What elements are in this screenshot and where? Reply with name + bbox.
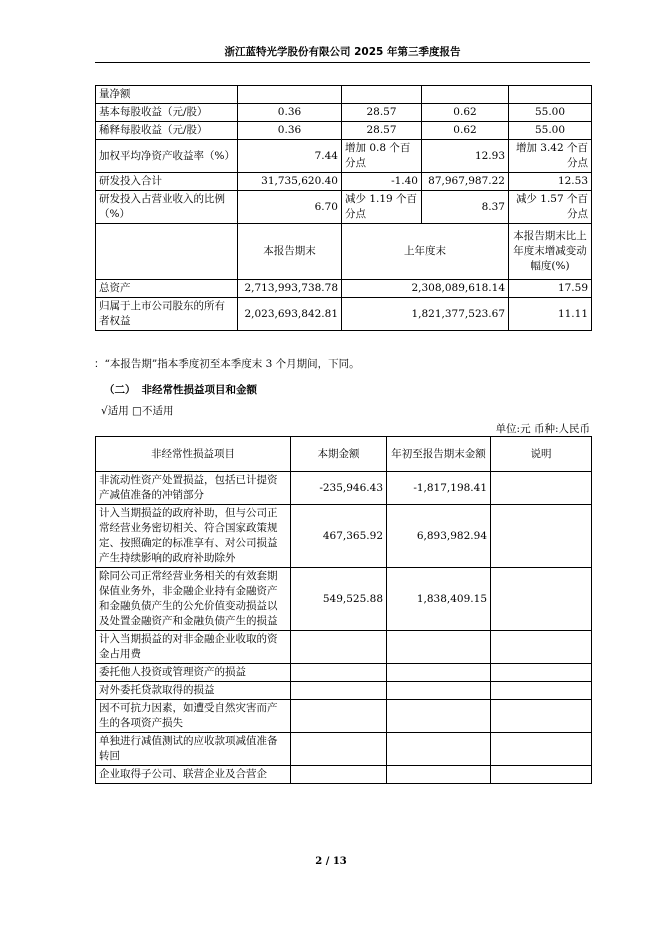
table-row [96, 472, 592, 505]
table-cell [96, 224, 238, 280]
non-recurring-items-table [95, 436, 592, 784]
section-heading [104, 382, 257, 397]
table-cell [387, 664, 491, 682]
table-cell [491, 505, 592, 568]
table-header-row [96, 437, 592, 472]
period-footnote: ：“本报告期”指本季度初至本季度末 3 个月期间，下同。 [94, 358, 360, 370]
table-cell: 1,821,377,523.67 [342, 298, 509, 331]
not-applicable-unchecked: □不适用 [132, 405, 174, 417]
table-row [96, 122, 592, 140]
table-row [96, 140, 592, 173]
column-header: 本报告期末 [238, 224, 342, 280]
table-cell: 0.62 [422, 122, 509, 140]
report-header-title: 浙江蓝特光学股份有限公司 2025 年第三季度报告 [224, 46, 461, 58]
table-row [96, 700, 592, 733]
table-cell: 0.62 [422, 104, 509, 122]
table-cell: 6,893,982.94 [387, 505, 491, 568]
table-cell [291, 664, 387, 682]
table-cell [387, 733, 491, 766]
table-cell [291, 733, 387, 766]
table-cell: 2,023,693,842.81 [238, 298, 342, 331]
item-cell: 委托他人投资或管理资产的损益 [96, 664, 291, 682]
table-row [96, 86, 592, 104]
table-cell: 12.93 [422, 140, 509, 173]
table-cell [422, 86, 509, 104]
row-label: 总资产 [96, 280, 238, 298]
column-header: 上年度末 [342, 224, 509, 280]
row-label: 研发投入合计 [96, 173, 238, 191]
table-cell [291, 766, 387, 784]
table-row [96, 298, 592, 331]
table-cell: 0.36 [238, 104, 342, 122]
column-header: 本期金额 [291, 437, 387, 472]
item-cell: 企业取得子公司、联营企业及合营企 [96, 766, 291, 784]
table-header-row [96, 224, 592, 280]
table-cell [491, 733, 592, 766]
table-cell [387, 682, 491, 700]
table-cell: 7.44 [238, 140, 342, 173]
page-number: 2 / 13 [315, 856, 347, 867]
table-cell: 87,967,987.22 [422, 173, 509, 191]
table-cell [491, 472, 592, 505]
section-number: （二） [104, 384, 136, 396]
table-cell: 8.37 [422, 191, 509, 224]
table-cell [491, 568, 592, 631]
table-row [96, 682, 592, 700]
item-cell: 因不可抗力因素，如遭受自然灾害而产生的各项资产损失 [96, 700, 291, 733]
table-cell: 11.11 [509, 298, 592, 331]
currency-label: 币种:人民币 [533, 423, 590, 435]
table-cell [491, 682, 592, 700]
applicability-options [101, 403, 173, 418]
table-cell: 增加 0.8 个百分点 [342, 140, 422, 173]
table-cell: -235,946.43 [291, 472, 387, 505]
item-cell: 单独进行减值测试的应收款项减值准备转回 [96, 733, 291, 766]
table-cell: 28.57 [342, 122, 422, 140]
header-divider [95, 62, 590, 63]
table-row [96, 568, 592, 631]
table-cell: 增加 3.42 个百分点 [509, 140, 592, 173]
table-cell [491, 664, 592, 682]
item-cell: 计入当期损益的对非金融企业收取的资金占用费 [96, 631, 291, 664]
row-label: 量净额 [96, 86, 238, 104]
table-cell [238, 86, 342, 104]
table-cell [491, 700, 592, 733]
unit-label: 单位:元 [495, 423, 531, 435]
column-header: 说明 [491, 437, 592, 472]
row-label: 研发投入占营业收入的比例（%） [96, 191, 238, 224]
section-title: 非经常性损益项目和金额 [141, 384, 257, 396]
item-cell: 对外委托贷款取得的损益 [96, 682, 291, 700]
row-label: 稀释每股收益（元/股） [96, 122, 238, 140]
table-cell [291, 682, 387, 700]
table-cell [491, 631, 592, 664]
row-label: 归属于上市公司股东的所有者权益 [96, 298, 238, 331]
table-row [96, 766, 592, 784]
table-row [96, 104, 592, 122]
table-cell [342, 86, 422, 104]
column-header: 年初至报告期末金额 [387, 437, 491, 472]
row-label: 加权平均净资产收益率（%） [96, 140, 238, 173]
table-cell: 1,838,409.15 [387, 568, 491, 631]
table-cell: 549,525.88 [291, 568, 387, 631]
unit-currency [496, 421, 590, 436]
table-cell: 6.70 [238, 191, 342, 224]
item-cell: 非流动性资产处置损益，包括已计提资产减值准备的冲销部分 [96, 472, 291, 505]
column-header: 非经常性损益项目 [96, 437, 291, 472]
table-cell [387, 631, 491, 664]
table-row [96, 505, 592, 568]
table-cell: 55.00 [509, 104, 592, 122]
table-cell: 31,735,620.40 [238, 173, 342, 191]
table-cell: -1,817,198.41 [387, 472, 491, 505]
table-row [96, 280, 592, 298]
applicable-checked: √适用 [101, 405, 129, 417]
table-cell: 55.00 [509, 122, 592, 140]
table-row [96, 191, 592, 224]
item-cell: 除同公司正常经营业务相关的有效套期保值业务外，非金融企业持有金融资产和金融负债产生的公允价值变动损益以及处置金融资产和金融负债产生的损益 [96, 568, 291, 631]
table-row [96, 664, 592, 682]
row-label: 基本每股收益（元/股） [96, 104, 238, 122]
table-cell: 12.53 [509, 173, 592, 191]
item-cell: 计入当期损益的政府补助，但与公司正常经营业务密切相关、符合国家政策规定、按照确定的标准享有、对公司损益产生持续影响的政府补助除外 [96, 505, 291, 568]
table-cell: 0.36 [238, 122, 342, 140]
column-header: 本报告期末比上年度末增减变动幅度(%) [509, 224, 592, 280]
financial-indicators-table [95, 85, 592, 331]
table-cell: 17.59 [509, 280, 592, 298]
table-cell [491, 766, 592, 784]
table-cell: -1.40 [342, 173, 422, 191]
table-cell [387, 766, 491, 784]
table-cell: 2,713,993,738.78 [238, 280, 342, 298]
table-cell [291, 631, 387, 664]
table-cell [387, 700, 491, 733]
table-cell: 467,365.92 [291, 505, 387, 568]
table-cell: 减少 1.19 个百分点 [342, 191, 422, 224]
table-row [96, 631, 592, 664]
table-cell [509, 86, 592, 104]
table-cell: 2,308,089,618.14 [342, 280, 509, 298]
table-row [96, 173, 592, 191]
table-row [96, 733, 592, 766]
table-cell [291, 700, 387, 733]
table-cell: 减少 1.57 个百分点 [509, 191, 592, 224]
table-cell: 28.57 [342, 104, 422, 122]
